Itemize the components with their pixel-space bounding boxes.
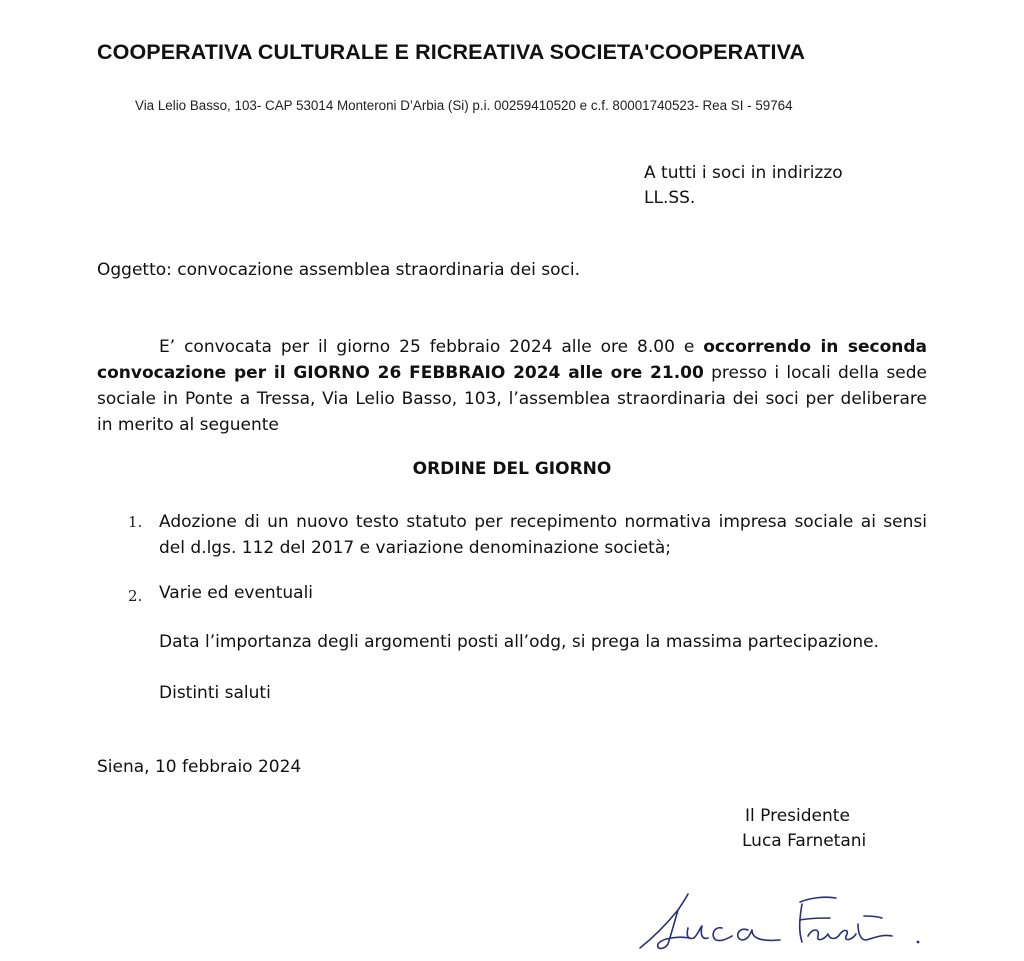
organization-address: Via Lelio Basso, 103- CAP 53014 Monteroni D’Arbia (Si) p.i. 00259410520 e c.f. 80001740523- Rea SI - 59764 xyxy=(135,98,793,113)
place-and-date: Siena, 10 febbraio 2024 xyxy=(97,757,302,777)
agenda-item-number: 2. xyxy=(128,587,143,605)
signature-dot xyxy=(917,941,920,944)
signature-strokes xyxy=(640,894,892,949)
agenda-item-text: Adozione di un nuovo testo statuto per recepimento normativa impresa sociale ai sensi del d.lgs. 112 del 2017 e variazione denominazione società; xyxy=(159,512,927,558)
signatory-role: Il Presidente xyxy=(745,806,850,826)
closing-greeting: Distinti saluti xyxy=(159,683,271,703)
signatory-name: Luca Farnetani xyxy=(742,831,867,851)
agenda-item-text: Varie ed eventuali xyxy=(159,583,314,603)
handwritten-signature xyxy=(630,888,930,958)
convocation-text-1: E’ convocata per il giorno 25 febbraio 2024 alle ore 8.00 e xyxy=(159,337,704,357)
convocation-text-bold: occorrendo in seconda convocazione per il GIORNO 26 FEBBRAIO 2024 alle ore 21.00 xyxy=(97,337,927,383)
subject-line: Oggetto: convocazione assemblea straordinaria dei soci. xyxy=(97,260,581,280)
agenda-title: ORDINE DEL GIORNO xyxy=(412,459,612,479)
convocation-paragraph xyxy=(97,334,927,438)
recipient-block xyxy=(644,161,843,211)
convocation-text-2: presso i locali della sede sociale in Ponte a Tressa, Via Lelio Basso, 103, l’assemblea straordinaria dei soci per deliberare in merito al seguente xyxy=(97,363,927,435)
recipient-line-1: A tutti i soci in indirizzo xyxy=(644,163,843,183)
organization-title: COOPERATIVA CULTURALE E RICREATIVA SOCIETA'COOPERATIVA xyxy=(97,40,806,64)
importance-note: Data l’importanza degli argomenti posti all’odg, si prega la massima partecipazione. xyxy=(159,632,879,652)
recipient-line-2: LL.SS. xyxy=(644,188,696,208)
agenda-item-number: 1. xyxy=(128,513,143,531)
agenda-title-row xyxy=(0,459,1024,479)
